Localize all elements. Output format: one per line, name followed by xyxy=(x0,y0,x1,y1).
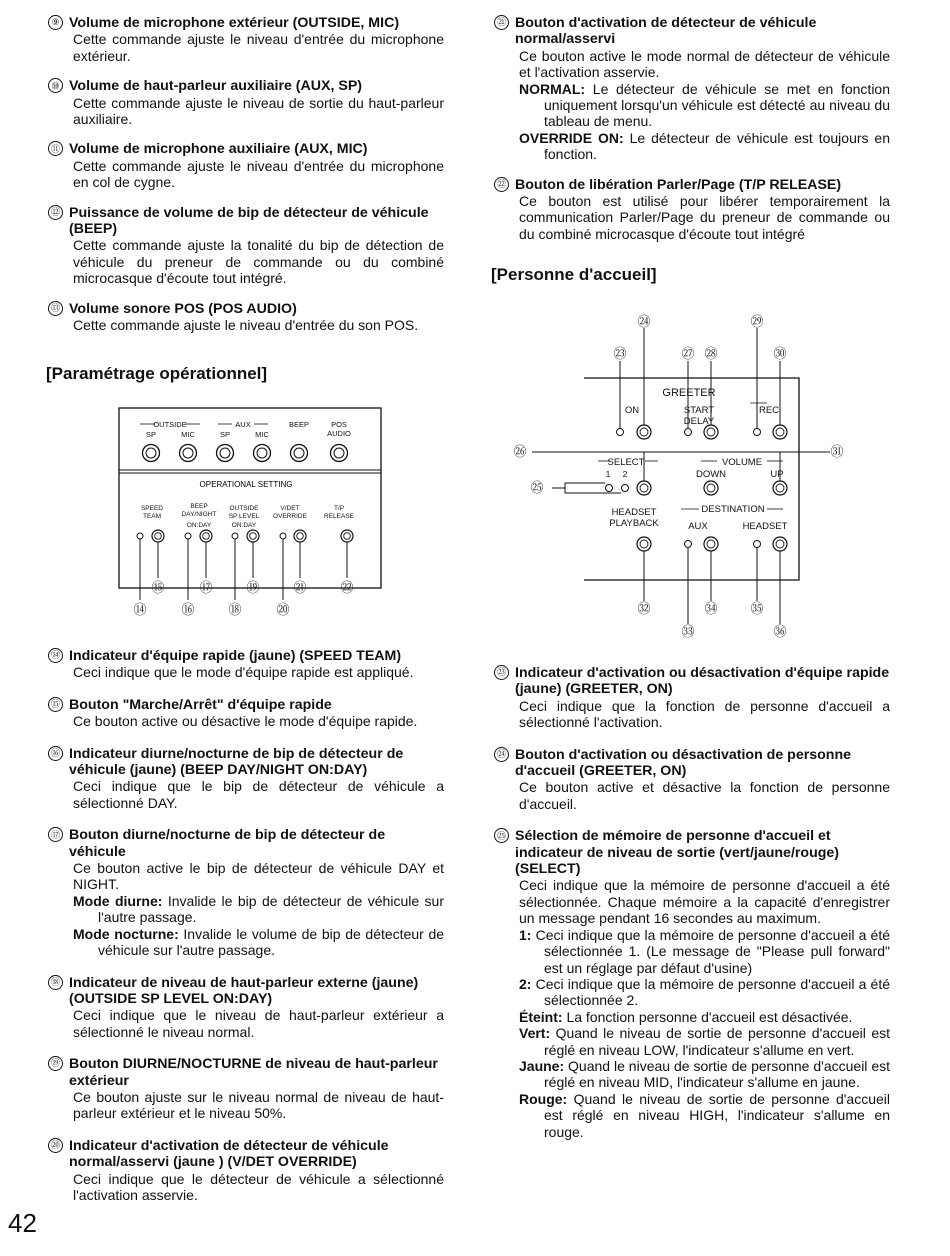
page-number: 42 xyxy=(8,1208,37,1238)
item-25 xyxy=(494,828,890,1140)
item-sub xyxy=(73,926,444,959)
indicator-aux xyxy=(685,541,692,548)
label-sp: SP xyxy=(219,430,231,439)
callout-19: ⑲ xyxy=(246,580,260,595)
item-title: Puissance de volume de bip de détecteur de véhicule (BEEP) xyxy=(69,204,429,238)
label-mic: MIC xyxy=(255,430,269,439)
number-badge: ⑩ xyxy=(48,78,63,93)
sub-value: Ceci indique que la mémoire de personne d'accueil a été sélectionnée 2. xyxy=(535,975,890,1009)
label-splevel: SP LEVEL xyxy=(228,513,260,520)
greeter-diagram xyxy=(505,308,850,646)
item-body: Ceci indique que le bip de détecteur de véhicule a sélectionné DAY. xyxy=(73,778,444,811)
label-aux: AUX xyxy=(688,521,708,532)
item-23 xyxy=(494,665,890,731)
item-title: Volume de haut-parleur auxiliaire (AUX, SP) xyxy=(69,78,363,95)
item-12 xyxy=(48,205,444,287)
callout-29: ㉙ xyxy=(750,314,764,329)
label-rec: REC xyxy=(758,405,780,416)
section-heading-greeter: [Personne d'accueil] xyxy=(491,265,657,284)
sub-value: Quand le niveau de sortie de personne d'accueil est réglé en niveau HIGH, l'indicateur s'allume en rouge. xyxy=(544,1090,890,1140)
callout-18: ⑱ xyxy=(228,602,242,617)
label-onday: ON:DAY xyxy=(186,522,212,529)
label-audio: AUDIO xyxy=(327,429,351,438)
item-title: Volume de microphone auxiliaire (AUX, MIC) xyxy=(69,141,368,158)
label-mic: MIC xyxy=(181,430,195,439)
sub-key: Éteint: xyxy=(519,1008,563,1025)
button-start-delay[interactable] xyxy=(704,425,718,439)
item-sub xyxy=(519,976,890,1009)
item-19 xyxy=(48,1056,444,1122)
item-sub xyxy=(519,1025,890,1058)
number-badge: ⑪ xyxy=(48,141,63,156)
callout-23: ㉓ xyxy=(613,346,627,361)
knob-outside-sp[interactable] xyxy=(143,445,160,462)
sub-value: Quand le niveau de sortie de personne d'accueil est réglé en niveau MID, l'indicateur s'allume en jaune. xyxy=(544,1057,891,1091)
button-volume-up[interactable] xyxy=(773,481,787,495)
item-title: Bouton de libération Parler/Page (T/P RELEASE) xyxy=(515,176,842,193)
knob-beep[interactable] xyxy=(291,445,308,462)
button-volume-down[interactable] xyxy=(704,481,718,495)
knob-outside-mic[interactable] xyxy=(180,445,197,462)
indicator-speed-team xyxy=(137,533,143,539)
callout-24: ㉔ xyxy=(637,314,651,329)
sub-value: La fonction personne d'accueil est désactivée. xyxy=(566,1008,853,1025)
callout-20: ⑳ xyxy=(276,602,290,617)
number-badge: ㉔ xyxy=(494,747,509,762)
item-title: Indicateur diurne/nocturne de bip de détecteur de véhicule (jaune) (BEEP DAY/NIGHT ON:DAY) xyxy=(69,745,404,779)
knob-aux-mic[interactable] xyxy=(254,445,271,462)
item-title: Bouton d'activation ou désactivation de personne d'accueil (GREETER, ON) xyxy=(515,746,852,780)
left-column-top xyxy=(48,15,444,334)
item-body: Ceci indique que le niveau de haut-parleur extérieur a sélectionné le niveau normal. xyxy=(73,1007,444,1040)
button-headset[interactable] xyxy=(773,537,787,551)
item-24 xyxy=(494,747,890,813)
indicator-select-2 xyxy=(622,485,629,492)
label-on: ON xyxy=(624,405,640,416)
item-16 xyxy=(48,746,444,812)
item-body: Ceci indique que la fonction de personne d'accueil a sélectionné l'activation. xyxy=(519,697,890,731)
sub-key: Jaune: xyxy=(519,1057,565,1074)
button-speed-team[interactable] xyxy=(152,530,164,542)
item-17 xyxy=(48,827,444,958)
callout-36: ㊱ xyxy=(773,624,787,639)
label-up: UP xyxy=(770,469,784,480)
knob-aux-sp[interactable] xyxy=(217,445,234,462)
number-badge: ⑨ xyxy=(48,15,63,30)
left-column-bottom xyxy=(48,648,444,1203)
label-volume: VOLUME xyxy=(721,457,763,468)
callout-33: ㉝ xyxy=(681,624,695,639)
label-down: DOWN xyxy=(695,469,727,480)
callout-27: ㉗ xyxy=(681,346,695,361)
label-operational-setting: OPERATIONAL SETTING xyxy=(199,480,293,489)
item-sub xyxy=(519,130,890,163)
item-title: Volume sonore POS (POS AUDIO) xyxy=(69,300,297,317)
item-body: Ceci indique que le mode d'équipe rapide est appliqué. xyxy=(73,664,414,681)
label-playback: PLAYBACK xyxy=(609,518,659,529)
indicator-start-delay xyxy=(685,429,692,436)
number-badge: ⑫ xyxy=(48,205,63,220)
number-badge: ㉕ xyxy=(494,828,509,843)
item-body: Ce bouton active et désactive la fonction de personne d'accueil. xyxy=(519,779,890,812)
item-title: Indicateur d'activation ou désactivation d'équipe rapide (jaune) (GREETER, ON) xyxy=(515,665,890,698)
item-title: Bouton DIURNE/NOCTURNE de niveau de haut-parleur extérieur xyxy=(69,1056,438,1089)
item-body: Cette commande ajuste la tonalité du bip de détection de véhicule du preneur de commande ou du combiné microcasque d'écoute tout intégré. xyxy=(73,237,444,287)
sub-key: Vert: xyxy=(519,1025,551,1042)
button-beep-daynight[interactable] xyxy=(200,530,212,542)
callout-31: ㉛ xyxy=(830,444,844,459)
number-badge: ⑲ xyxy=(48,1056,63,1071)
callout-34: ㉞ xyxy=(704,601,718,616)
button-vdet-override[interactable] xyxy=(294,530,306,542)
operational-setting-diagram xyxy=(110,400,390,622)
number-badge: ⑱ xyxy=(48,975,63,990)
label-headset: HEADSET xyxy=(611,507,657,518)
item-10 xyxy=(48,78,444,127)
button-outside-sp-level[interactable] xyxy=(247,530,259,542)
item-sub xyxy=(519,1009,890,1025)
item-title: Indicateur d'activation de détecteur de véhicule normal/asservi (jaune ) (V/DET OVERRIDE) xyxy=(69,1137,389,1171)
item-body: Cette commande ajuste le niveau de sortie du haut-parleur auxiliaire. xyxy=(73,94,444,128)
item-title: Bouton "Marche/Arrêt" d'équipe rapide xyxy=(69,696,332,713)
item-sub xyxy=(73,893,444,926)
item-15 xyxy=(48,697,444,730)
sub-value: Quand le niveau de sortie de personne d'accueil est réglé en niveau LOW, l'indicateur s'allume en vert. xyxy=(544,1025,890,1058)
button-greeter-on[interactable] xyxy=(637,425,651,439)
number-badge: ⑰ xyxy=(48,827,63,842)
item-title: Indicateur d'équipe rapide (jaune) (SPEED TEAM) xyxy=(69,648,402,664)
callout-28: ㉘ xyxy=(704,346,718,361)
label-onday: ON:DAY xyxy=(231,522,257,529)
label-aux: AUX xyxy=(235,420,251,429)
label-pos: POS xyxy=(331,420,347,429)
label-headset: HEADSET xyxy=(742,521,788,532)
label-release: RELEASE xyxy=(324,513,354,520)
item-title: Bouton d'activation de détecteur de véhicule normal/asservi xyxy=(515,15,817,48)
item-body: Ceci indique que le détecteur de véhicule a sélectionné l'activation asservie. xyxy=(73,1170,444,1203)
label-team: TEAM xyxy=(142,513,162,520)
item-body: Cette commande ajuste le niveau d'entrée du son POS. xyxy=(73,317,419,334)
number-badge: ⑮ xyxy=(48,697,63,712)
item-body: Ce bouton est utilisé pour libérer temporairement la communication Parler/Page du preneur de commande ou du combiné microcasque d'écoute tout intégré xyxy=(519,193,890,242)
label-outside: OUTSIDE xyxy=(153,420,187,429)
sub-value: Le détecteur de véhicule est toujours en fonction. xyxy=(544,129,891,163)
item-20 xyxy=(48,1138,444,1204)
label-daynight: DAY/NIGHT xyxy=(181,511,217,518)
number-badge: ⑯ xyxy=(48,746,63,761)
section-heading-operational: [Paramétrage opérationnel] xyxy=(46,364,268,383)
indicator-greeter-on xyxy=(617,429,624,436)
callout-16: ⑯ xyxy=(181,602,195,617)
indicator-outside-sp-level xyxy=(232,533,238,539)
label-beep: BEEP xyxy=(288,420,310,429)
callout-21: ㉑ xyxy=(293,580,307,595)
number-badge: ⑳ xyxy=(48,1138,63,1153)
callout-32: ㉜ xyxy=(637,601,651,616)
indicator-rec xyxy=(754,429,761,436)
number-badge: ⑭ xyxy=(48,648,63,663)
right-column-top xyxy=(494,15,890,242)
indicator-beep-daynight xyxy=(185,533,191,539)
label-delay: DELAY xyxy=(683,416,715,427)
button-rec[interactable] xyxy=(773,425,787,439)
sub-key: 2: xyxy=(519,975,532,992)
label-select: SELECT xyxy=(607,457,645,468)
label-outside: OUTSIDE xyxy=(229,505,259,512)
item-21 xyxy=(494,15,890,163)
button-headset-playback[interactable] xyxy=(637,537,651,551)
sub-value: Invalide le bip de détecteur de véhicule sur l'autre passage. xyxy=(98,892,444,926)
callout-30: ㉚ xyxy=(773,346,787,361)
number-badge: ㉓ xyxy=(494,665,509,680)
callout-25: ㉕ xyxy=(530,480,544,495)
sub-value: Le détecteur de véhicule se met en fonction uniquement lorsqu'un véhicule est détecté au niveau du tableau de menu. xyxy=(544,80,891,130)
item-title: Sélection de mémoire de personne d'accueil et indicateur de niveau de sortie (vert/jaune/rouge) (SELECT) xyxy=(515,828,840,878)
button-tp-release[interactable] xyxy=(341,530,353,542)
label-override: OVERRIDE xyxy=(273,513,307,520)
number-badge: ⑬ xyxy=(48,301,63,316)
callout-15: ⑮ xyxy=(151,580,165,595)
callout-35: ㉟ xyxy=(750,601,764,616)
sub-key: Rouge: xyxy=(519,1090,568,1107)
item-sub xyxy=(519,1058,890,1091)
item-body: Ceci indique que la mémoire de personne d'accueil a été sélectionnée. Chaque mémoire a la capacité d'enregistrer un message pendant 16 secondes au maximum. xyxy=(519,877,890,927)
callout-22: ㉒ xyxy=(340,580,354,595)
number-badge: ㉑ xyxy=(494,15,509,30)
label-sp: SP xyxy=(145,430,157,439)
item-sub xyxy=(519,927,890,976)
item-22 xyxy=(494,177,890,243)
callout-17: ⑰ xyxy=(199,580,213,595)
sub-value: Ceci indique que la mémoire de personne d'accueil a été sélectionnée 1. (Le message de "Please pull forward" est un réglage par défaut d'usine) xyxy=(535,926,890,976)
number-badge: ㉒ xyxy=(494,177,509,192)
item-sub xyxy=(519,81,890,130)
right-column-bottom xyxy=(494,665,890,1140)
button-aux[interactable] xyxy=(704,537,718,551)
item-14 xyxy=(48,648,444,681)
item-title: Bouton diurne/nocturne de bip de détecteur de véhicule xyxy=(69,827,386,860)
item-sub xyxy=(519,1091,890,1140)
button-select[interactable] xyxy=(637,481,651,495)
label-2: 2 xyxy=(622,469,628,479)
label-beep: BEEP xyxy=(190,503,208,510)
item-body: Ce bouton active le mode normal de détecteur de véhicule et l'activation asservie. xyxy=(519,47,890,81)
item-11 xyxy=(48,141,444,190)
sub-key: Mode diurne: xyxy=(73,892,163,909)
item-title: Volume de microphone extérieur (OUTSIDE, MIC) xyxy=(69,15,400,31)
label-start: START xyxy=(683,405,715,416)
item-9 xyxy=(48,15,444,64)
label-destination: DESTINATION xyxy=(701,504,765,515)
label-1: 1 xyxy=(605,469,611,479)
label-speed: SPEED xyxy=(140,505,164,512)
indicator-headset xyxy=(754,541,761,548)
sub-key: NORMAL: xyxy=(519,80,586,97)
knob-pos-audio[interactable] xyxy=(331,445,348,462)
item-body: Ce bouton active le bip de détecteur de véhicule DAY et NIGHT. xyxy=(73,860,444,893)
item-body: Cette commande ajuste le niveau d'entrée du microphone extérieur. xyxy=(73,31,444,64)
sub-value: Invalide le volume de bip de détecteur de véhicule sur l'autre passage. xyxy=(98,925,445,959)
item-body: Ce bouton ajuste sur le niveau normal de niveau de haut-parleur extérieur et le niveau 50%. xyxy=(73,1088,444,1122)
sub-key: 1: xyxy=(519,926,532,943)
item-13 xyxy=(48,301,444,334)
item-body: Cette commande ajuste le niveau d'entrée du microphone en col de cygne. xyxy=(73,157,444,191)
indicator-select-1 xyxy=(606,485,613,492)
label-vdet: V/DET xyxy=(280,505,300,512)
item-body: Ce bouton active ou désactive le mode d'équipe rapide. xyxy=(73,713,418,730)
label-greeter: GREETER xyxy=(662,387,716,399)
sub-key: OVERRIDE ON: xyxy=(519,129,624,146)
indicator-vdet-override xyxy=(280,533,286,539)
sub-key: Mode nocturne: xyxy=(73,925,179,942)
item-18 xyxy=(48,975,444,1041)
item-title: Indicateur de niveau de haut-parleur externe (jaune) (OUTSIDE SP LEVEL ON:DAY) xyxy=(69,974,419,1007)
callout-14: ⑭ xyxy=(133,602,147,617)
callout-26: ㉖ xyxy=(513,444,527,459)
label-tp: T/P xyxy=(333,505,345,512)
